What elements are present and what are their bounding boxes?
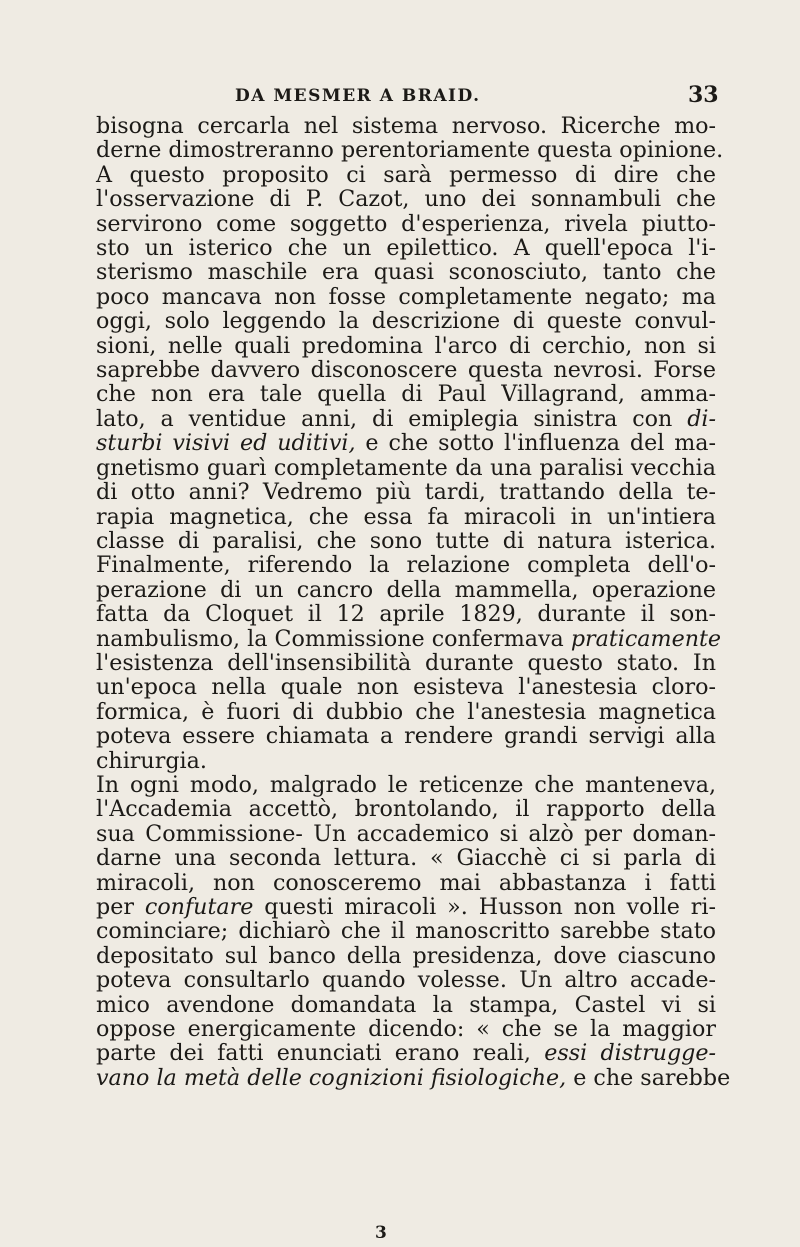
text-line — [96, 822, 716, 846]
text-line — [96, 431, 716, 455]
line-text: cominciare; dichiarò che il manoscritto sarebbe stato — [96, 918, 716, 945]
line-text: poco mancava non fosse completamente negato; ma — [96, 283, 716, 310]
text-line — [96, 993, 716, 1017]
line-text: sioni, nelle quali predomina l'arco di cerchio, non si — [96, 332, 716, 359]
line-text: derne dimostreranno perentoriamente questa opinione. — [96, 137, 724, 164]
text-line — [96, 236, 716, 260]
text-line — [96, 505, 716, 529]
text-line — [96, 114, 716, 138]
text-line — [96, 625, 722, 652]
text-line — [96, 1017, 716, 1041]
text-line — [96, 700, 716, 724]
line-text: perazione di un cancro della mammella, operazione — [96, 576, 716, 603]
line-text: nambulismo, la Commissione confermava — [96, 625, 564, 652]
text-line — [96, 260, 716, 284]
line-text: e che sotto l'influenza del ma- — [355, 430, 716, 457]
line-text: rapia magnetica, che essa fa miracoli in un'intiera — [96, 503, 716, 530]
text-line — [96, 137, 724, 164]
line-text: classe di paralisi, che sono tutte di natura isterica. — [96, 527, 716, 554]
line-text: formica, è fuori di dubbio che l'anestesia magnetica — [96, 698, 716, 725]
text-line — [96, 456, 716, 480]
text-line — [96, 163, 716, 187]
line-text: servirono come soggetto d'esperienza, rivela piutto- — [96, 210, 716, 237]
line-text: chirurgia. — [96, 747, 207, 774]
line-text: l'osservazione di P. Cazot, uno dei sonnambuli che — [96, 186, 716, 213]
line-text: un'epoca nella quale non esisteva l'anestesia cloro- — [96, 674, 716, 701]
text-line — [96, 919, 716, 943]
text-line — [96, 675, 716, 699]
italic-text: vano la metà delle cognizioni fisiologiche, — [96, 1064, 567, 1091]
text-line — [96, 895, 716, 919]
text-line — [96, 968, 716, 992]
text-line — [96, 529, 716, 553]
text-line — [96, 407, 716, 431]
italic-text: sturbi visivi ed uditivi, — [96, 430, 356, 457]
line-text: sua Commissione- Un accademico si alzò per doman- — [96, 820, 716, 847]
text-line — [96, 309, 716, 333]
line-text: gnetismo guarì completamente da una paralisi vecchia — [96, 454, 716, 481]
italic-text: di- — [672, 405, 716, 432]
italic-text: praticamente — [563, 625, 722, 652]
text-line — [96, 797, 716, 821]
text-line — [96, 1041, 716, 1065]
text-line — [96, 846, 716, 870]
text-line — [96, 871, 716, 895]
text-line — [96, 187, 716, 211]
text-line — [96, 480, 716, 504]
line-text: sto un isterico che un epilettico. A quell'epoca l'i- — [96, 235, 716, 262]
line-text: In ogni modo, malgrado le reticenze che manteneva, — [96, 771, 716, 798]
text-line — [96, 749, 716, 773]
line-text: A questo proposito ci sarà permesso di dire che — [96, 161, 716, 188]
text-line — [96, 651, 716, 675]
text-line — [96, 382, 716, 406]
line-text: Finalmente, riferendo la relazione completa dell'o- — [96, 552, 716, 579]
text-line — [96, 212, 716, 236]
line-text: questi miracoli ». Husson non volle ri- — [253, 894, 716, 920]
line-text: miracoli, non conosceremo mai abbastanza i fatti — [96, 869, 716, 896]
printer-signature: 3 — [375, 1223, 387, 1243]
line-text: darne una seconda lettura. « Giacchè ci si parla di — [96, 845, 716, 872]
line-text: poteva essere chiamata a rendere grandi servigi alla — [96, 723, 716, 750]
line-text: di otto anni? Vedremo più tardi, trattando della te- — [96, 479, 716, 506]
italic-text: confutare — [133, 894, 254, 920]
line-text: mico avendone domandata la stampa, Castel vi si — [96, 991, 716, 1018]
line-text: depositato sul banco della presidenza, dove ciascuno — [96, 942, 716, 969]
text-line — [96, 553, 716, 577]
line-text: oggi, solo leggendo la descrizione di queste convul- — [96, 308, 716, 335]
text-line — [96, 1064, 731, 1091]
text-line — [96, 773, 716, 797]
line-text: l'esistenza dell'insensibilità durante questo stato. In — [96, 649, 716, 676]
line-text: che non era tale quella di Paul Villagrand, amma- — [96, 381, 716, 408]
line-text: e che sarebbe — [566, 1064, 731, 1091]
italic-text: essi distrugge- — [530, 1040, 717, 1067]
text-line — [96, 334, 716, 358]
line-text: poteva consultarlo quando volesse. Un altro accade- — [96, 967, 716, 994]
line-text: fatta da Cloquet il 12 aprile 1829, durante il son- — [96, 601, 716, 628]
line-text: bisogna cercarla nel sistema nervoso. Ricerche mo- — [96, 113, 716, 139]
line-text: parte dei fatti enunciati erano reali, — [96, 1040, 531, 1067]
line-text: saprebbe davvero disconoscere questa nevrosi. Forse — [96, 357, 716, 384]
line-text: oppose energicamente dicendo: « che se la maggior — [96, 1016, 716, 1043]
text-line — [96, 358, 716, 382]
line-text: l'Accademia accettò, brontolando, il rapporto della — [96, 796, 716, 823]
running-title: DA MESMER A BRAID. — [235, 86, 481, 106]
line-text: sterismo maschile era quasi sconosciuto, tanto che — [96, 259, 716, 286]
text-line — [96, 578, 716, 602]
line-text: lato, a ventidue anni, di emiplegia sinistra con — [96, 405, 673, 432]
line-text: per — [96, 894, 134, 920]
text-line — [96, 285, 716, 309]
text-line — [96, 724, 716, 748]
body-text — [96, 113, 731, 1091]
text-line — [96, 944, 716, 968]
text-line — [96, 602, 716, 626]
page-number: 33 — [688, 82, 719, 108]
